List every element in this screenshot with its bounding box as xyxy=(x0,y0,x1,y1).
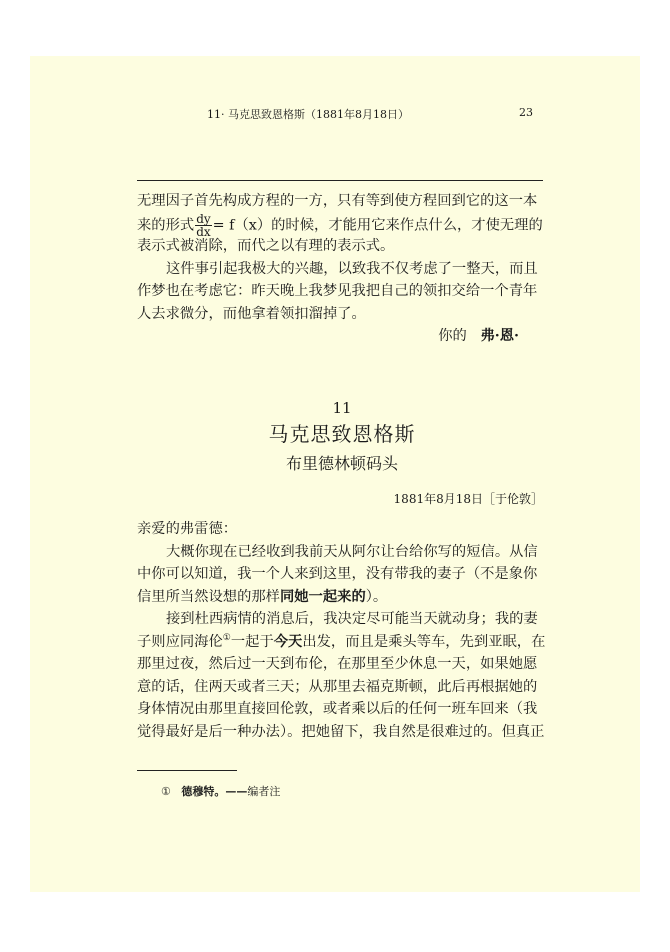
letter-heading xyxy=(137,396,547,480)
paragraph-continuation xyxy=(137,190,547,348)
text-line: 接到杜西病情的消息后，我决定尽可能当天就动身；我的妻 xyxy=(166,611,538,627)
text-segment: ）。 xyxy=(365,588,388,605)
signature-prefix: 你的 xyxy=(438,328,467,344)
formula-rhs: = f（x） xyxy=(212,217,272,233)
formula-prefix: 来的形式 xyxy=(137,217,195,233)
text-line: 那里过夜，然后过一天到布伦，在那里至少休息一天，如果她愿 xyxy=(137,656,538,672)
salutation: 亲爱的弗雷德： xyxy=(137,521,238,537)
text-segment: 出发，而且是乘头等车，先到亚眠，在 xyxy=(302,633,546,650)
text-line xyxy=(137,586,547,609)
footnote-note: 编者注 xyxy=(247,785,281,798)
derivative-fraction xyxy=(195,213,211,238)
signature-name: 弗·恩· xyxy=(480,328,519,344)
text-line: 大概你现在已经收到我前天从阿尔让台给你写的短信。从信 xyxy=(166,543,538,560)
text-line: 觉得最好是后一种办法）。把她留下，我自然是很难过的。但真正 xyxy=(137,723,545,740)
text-line: 人去求微分，而他拿着领扣溜掉了。 xyxy=(137,305,366,322)
running-header-title: 11· 马克思致恩格斯（1881年8月18日） xyxy=(207,108,409,121)
text-line: 表示式被消除，而代之以有理的表示式。 xyxy=(137,238,395,254)
letter-date-block xyxy=(137,488,547,511)
text-segment: 一起于 xyxy=(230,633,274,650)
footnote-text: 德穆特。 xyxy=(181,785,226,798)
text-line: 身体情况由那里直接回伦敦，或者乘以后的任何一班车回来（我 xyxy=(137,701,538,717)
fraction-denominator: dx xyxy=(196,224,211,239)
footnote xyxy=(161,783,280,799)
text-segment: 信里所当然设想的那样 xyxy=(137,588,280,605)
letter-date: 1881年8月18日［于伦敦］ xyxy=(393,492,543,506)
letter-title: 马克思致恩格斯 xyxy=(268,422,416,446)
text-line: 这件事引起我极大的兴趣，以致我不仅考虑了一整天，而且 xyxy=(166,260,538,277)
text-line: 意的话，住两天或者三天；从那里去福克斯顿，此后再根据她的 xyxy=(137,678,538,695)
fraction-numerator: dy xyxy=(196,211,211,226)
formula-suffix: 的时候，才能用它来作点什么，才使无理的 xyxy=(271,217,543,233)
text-line: 作梦也在考虑它：昨天晚上我梦见我把自己的领扣交给一个青年 xyxy=(137,283,538,299)
footnote-marker: ① xyxy=(161,785,171,798)
page-number: 23 xyxy=(519,106,533,119)
emphasis-text: 同她一起来的 xyxy=(279,588,366,605)
footnote-ref[interactable]: ① xyxy=(222,632,231,643)
text-segment: 子则应同海伦 xyxy=(137,633,223,650)
footnote-dash: —— xyxy=(225,785,248,798)
footnote-rule xyxy=(137,770,237,771)
header-rule xyxy=(137,180,543,181)
text-line-with-formula xyxy=(137,211,547,239)
signature xyxy=(137,325,547,348)
letter-body xyxy=(137,518,547,743)
text-line: 中你可以知道，我一个人来到这里，没有带我的妻子（不是象你 xyxy=(137,566,538,582)
letter-place: 布里德林顿码头 xyxy=(285,454,398,473)
letter-number: 11 xyxy=(332,399,352,417)
text-line xyxy=(137,631,547,654)
emphasis-text: 今天 xyxy=(273,633,303,650)
running-header xyxy=(107,106,543,124)
text-line: 无理因子首先构成方程的一方，只有等到使方程回到它的这一本 xyxy=(137,193,538,209)
